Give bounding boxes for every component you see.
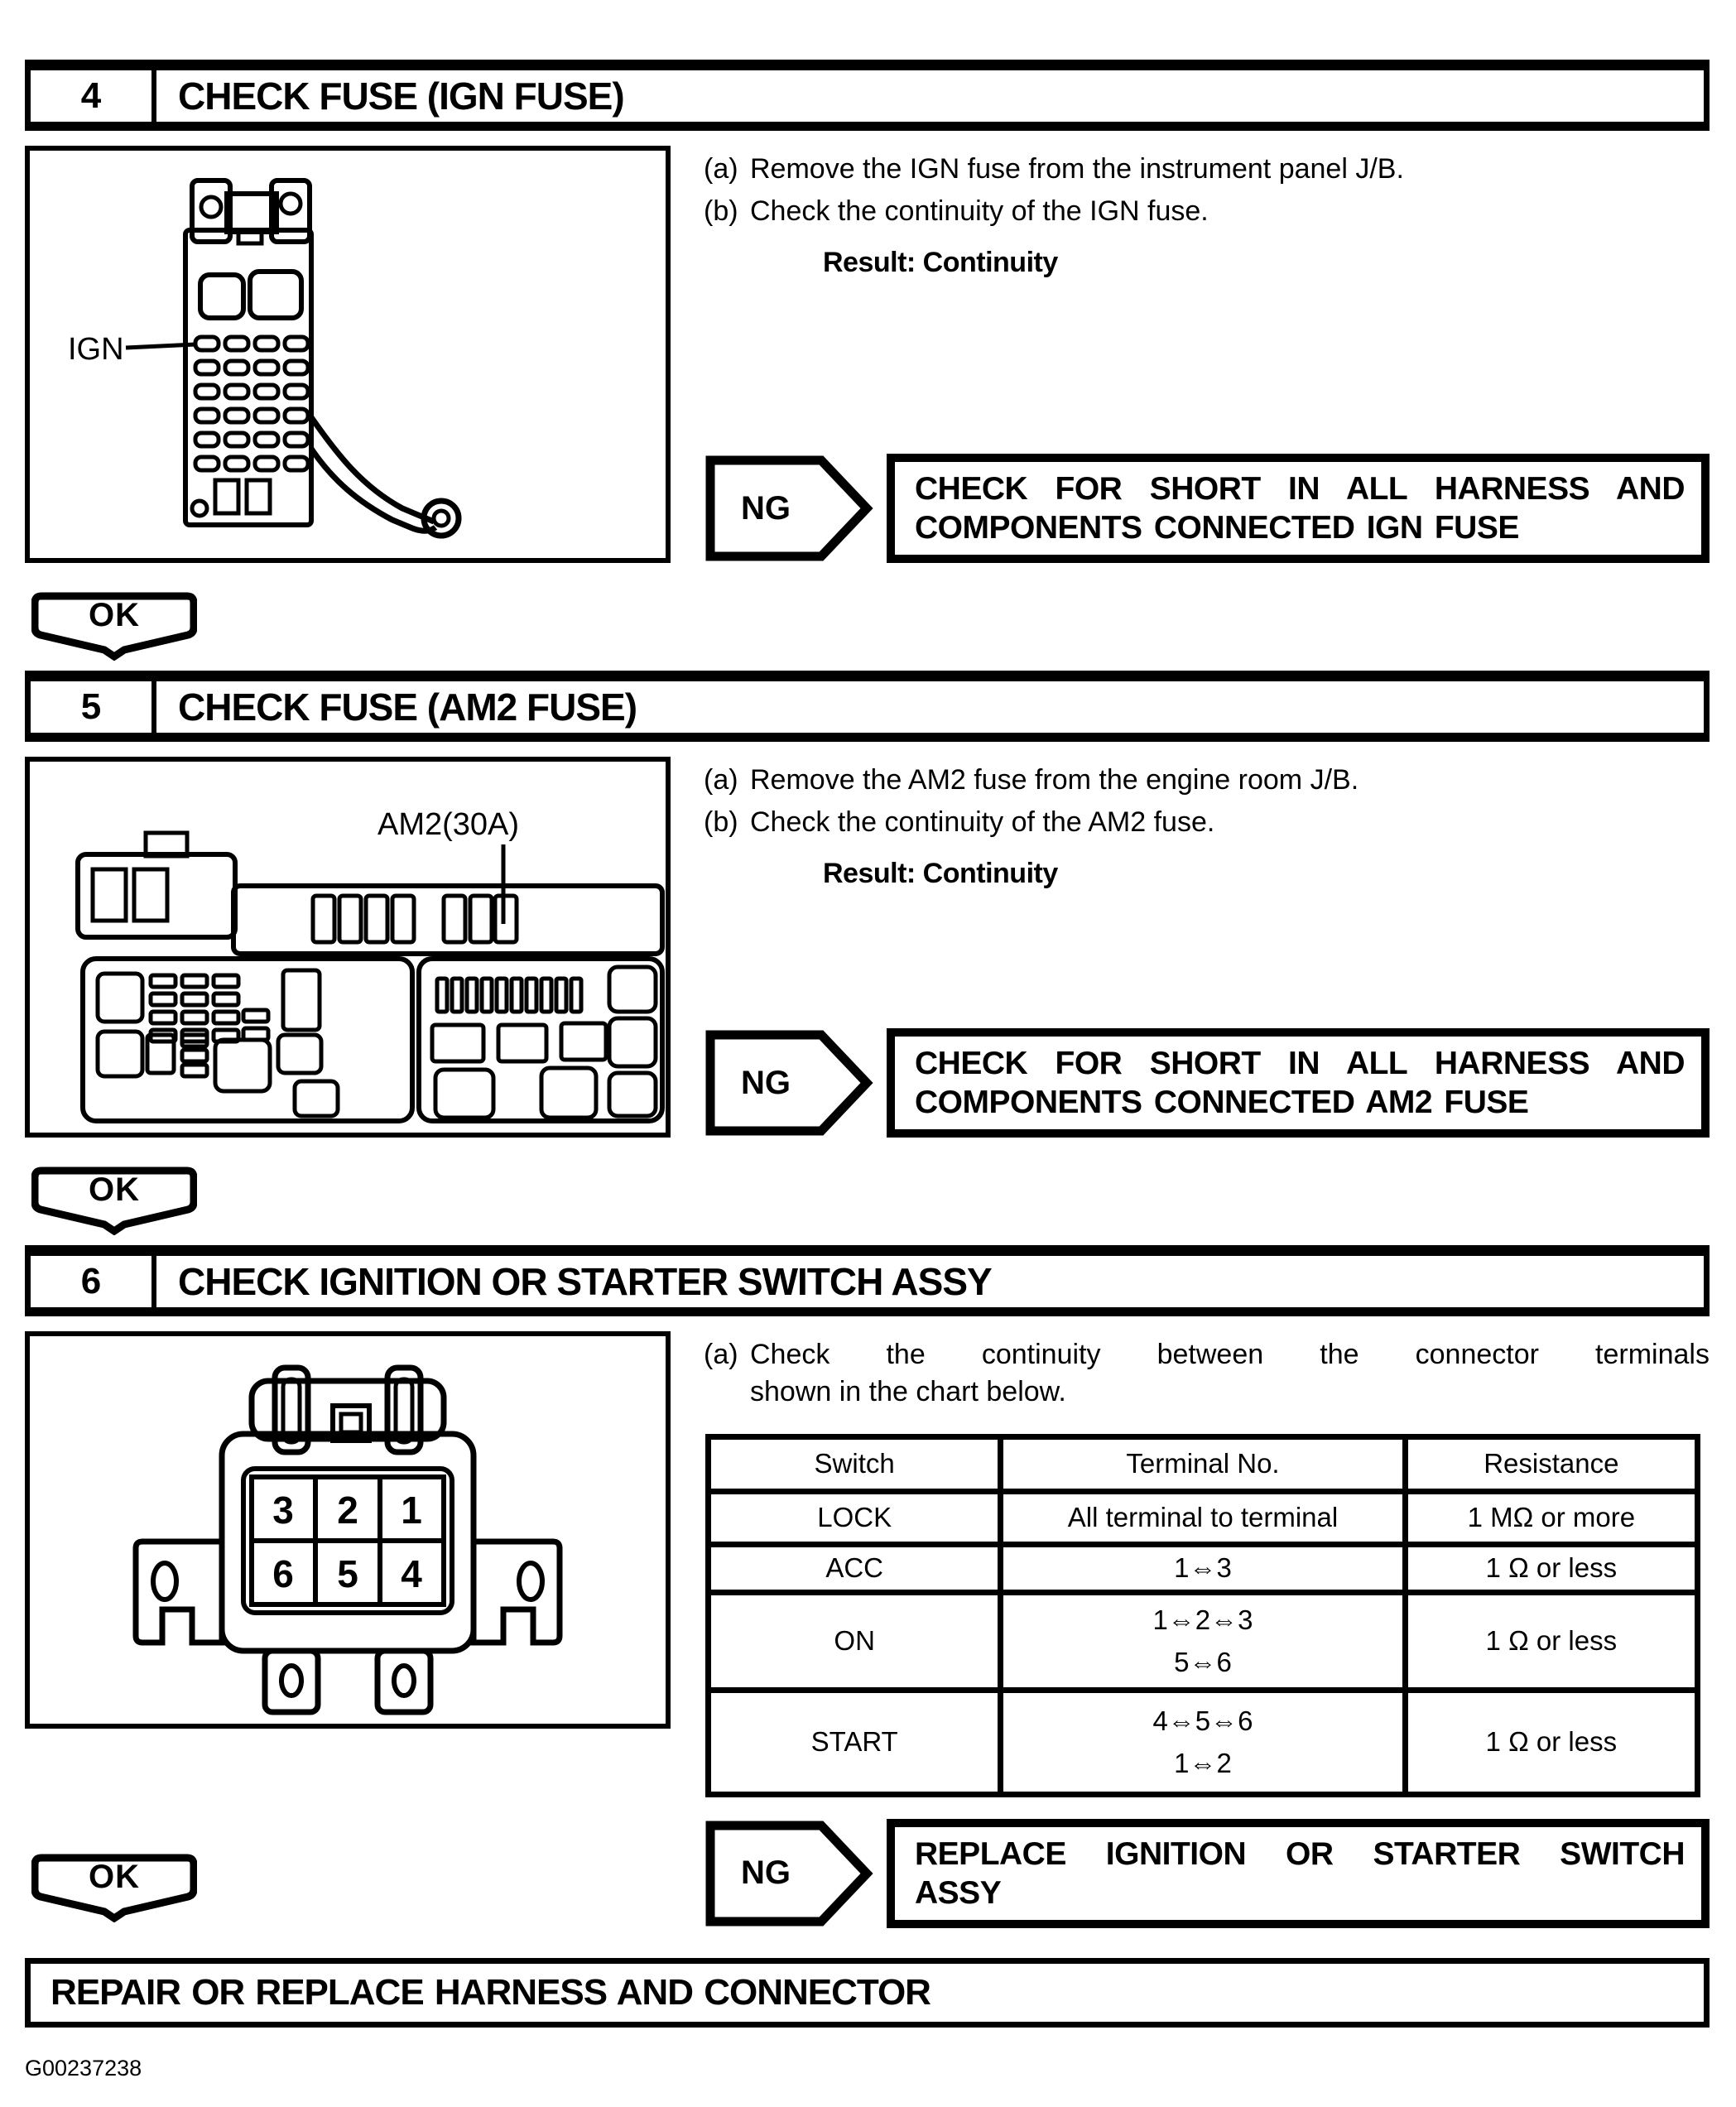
ng-label: NG [741, 489, 791, 527]
terminal-cell: All terminal to terminal [1001, 1491, 1405, 1544]
instruction-text [750, 1336, 1710, 1411]
instruction-text: Check the continuity of the AM2 fuse. [750, 806, 1215, 838]
pin-number: 6 [272, 1552, 294, 1595]
ng-action-box [887, 1819, 1710, 1928]
terminal-line2: 1⇔2 [1174, 1748, 1232, 1779]
ng-label: NG [741, 1064, 791, 1101]
continuity-chart [705, 1434, 1700, 1797]
step-6-instructions [704, 1331, 1710, 1928]
step-4-ng-callout [704, 454, 1710, 563]
pin-number: 5 [337, 1552, 358, 1595]
engine-room-junction-block-drawing [30, 762, 666, 1133]
ng-label: NG [741, 1854, 791, 1892]
ok-label: OK [89, 596, 140, 633]
chart-header-row [709, 1436, 1698, 1491]
step-5-number: 5 [31, 681, 156, 733]
ign-fuse-label: IGN [68, 332, 124, 367]
step-4-header [25, 60, 1710, 131]
resistance-cell: 1 Ω or less [1405, 1690, 1697, 1794]
am2-fuse-figure [25, 757, 671, 1138]
step-6-body [25, 1331, 1710, 1928]
figure-id: G00237238 [25, 2055, 142, 2081]
step-5-title: CHECK FUSE (AM2 FUSE) [178, 685, 637, 729]
resistance-cell: 1 Ω or less [1405, 1544, 1697, 1592]
pin-number: 4 [401, 1552, 422, 1595]
terminal-cell: 1⇔3 [1001, 1544, 1405, 1592]
ng-arrow-tag [704, 454, 873, 563]
instruction-marker: (a) [704, 764, 738, 796]
pin-number: 2 [337, 1489, 358, 1532]
switch-cell: ON [709, 1592, 1001, 1690]
step-5-header [25, 671, 1710, 742]
chart-row-on [709, 1592, 1698, 1690]
step-5-instructions [704, 757, 1710, 1138]
instruction-line2: shown in the chart below. [750, 1375, 1066, 1407]
instruction-row [704, 151, 1710, 188]
step-4-body [25, 146, 1710, 563]
ng-arrow-tag [704, 1819, 873, 1928]
instruction-row [704, 762, 1710, 799]
pin-number: 3 [272, 1489, 294, 1532]
step-6-left-column [25, 1331, 671, 1928]
ng-action-line1: CHECK FOR SHORT IN ALL HARNESS AND [915, 471, 1685, 507]
instruction-text: Remove the AM2 fuse from the engine room J/B. [750, 764, 1359, 796]
ign-fuse-figure [25, 146, 671, 563]
instruction-row [704, 1336, 1710, 1411]
chart-row-start [709, 1690, 1698, 1794]
ng-arrow-tag [704, 1028, 873, 1138]
step-6-ng-callout [704, 1819, 1710, 1928]
step-6-header [25, 1245, 1710, 1316]
instruction-text: Remove the IGN fuse from the instrument panel J/B. [750, 153, 1404, 185]
ng-action-line2: ASSY [915, 1874, 1002, 1911]
final-action-bar: REPAIR OR REPLACE HARNESS AND CONNECTOR [25, 1958, 1710, 2028]
resistance-cell: 1 MΩ or more [1405, 1491, 1697, 1544]
chart-row-lock [709, 1491, 1698, 1544]
terminal-cell [1001, 1690, 1405, 1794]
chart-header-resistance: Resistance [1405, 1436, 1697, 1491]
instruction-marker: (a) [704, 153, 738, 185]
step-5-body [25, 757, 1710, 1138]
step-5-ok-banner [31, 1166, 197, 1235]
instrument-panel-junction-block-drawing [30, 151, 666, 558]
terminal-line2: 5⇔6 [1174, 1647, 1232, 1678]
instruction-row [704, 193, 1710, 230]
terminal-line1: 1⇔2⇔3 [1152, 1604, 1253, 1636]
step-6-title: CHECK IGNITION OR STARTER SWITCH ASSY [178, 1260, 992, 1303]
instruction-marker: (b) [704, 195, 738, 227]
ignition-switch-connector-figure [25, 1331, 671, 1729]
ok-label: OK [89, 1171, 140, 1208]
result-line: Result: Continuity [823, 857, 1058, 889]
step-4-number: 4 [31, 70, 156, 122]
ng-action-line2: COMPONENTS CONNECTED AM2 FUSE [915, 1084, 1529, 1120]
instruction-line1: Check the continuity between the connector terminals [750, 1339, 1710, 1370]
am2-fuse-label: AM2(30A) [377, 807, 520, 842]
terminal-cell [1001, 1592, 1405, 1690]
result-line: Result: Continuity [823, 246, 1058, 278]
instruction-text: Check the continuity of the IGN fuse. [750, 195, 1209, 227]
pin-number: 1 [401, 1489, 422, 1532]
switch-cell: START [709, 1690, 1001, 1794]
instruction-marker: (b) [704, 806, 738, 838]
switch-cell: LOCK [709, 1491, 1001, 1544]
step-4-title: CHECK FUSE (IGN FUSE) [178, 75, 624, 118]
step-6-ok-banner [31, 1853, 197, 1922]
ng-action-line1: REPLACE IGNITION OR STARTER SWITCH [915, 1835, 1685, 1872]
ng-action-box [887, 1028, 1710, 1138]
ignition-switch-connector-drawing [30, 1336, 666, 1724]
terminal-line1: 4⇔5⇔6 [1152, 1705, 1253, 1737]
step-4-instructions [704, 146, 1710, 563]
step-5-ng-callout [704, 1028, 1710, 1138]
ng-action-line2: COMPONENTS CONNECTED IGN FUSE [915, 509, 1519, 546]
switch-cell: ACC [709, 1544, 1001, 1592]
step-4-ok-banner [31, 591, 197, 661]
ng-action-box [887, 454, 1710, 563]
chart-row-acc [709, 1544, 1698, 1592]
instruction-marker: (a) [704, 1339, 738, 1370]
ng-action-line1: CHECK FOR SHORT IN ALL HARNESS AND [915, 1046, 1685, 1081]
chart-header-terminal: Terminal No. [1001, 1436, 1405, 1491]
instruction-row [704, 804, 1710, 841]
resistance-cell: 1 Ω or less [1405, 1592, 1697, 1690]
step-6-number: 6 [31, 1256, 156, 1307]
chart-header-switch: Switch [709, 1436, 1001, 1491]
ok-label: OK [89, 1858, 140, 1895]
